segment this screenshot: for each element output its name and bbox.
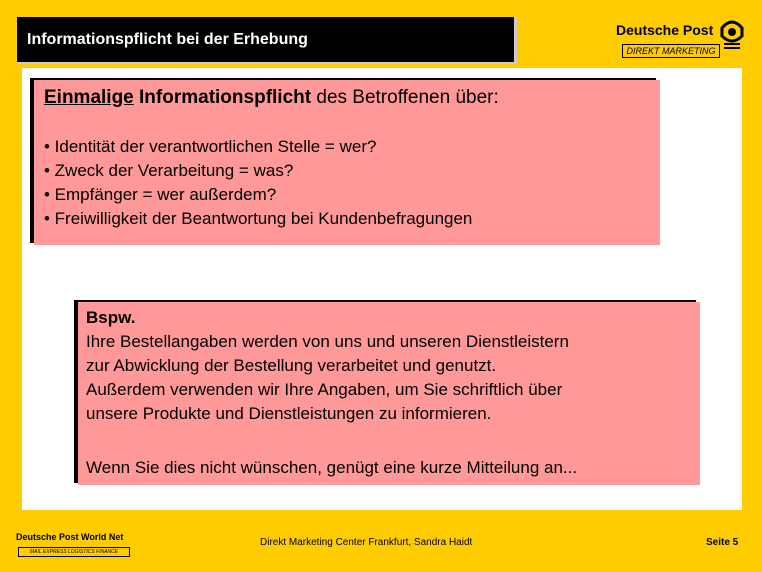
heading-underlined: Einmalige — [44, 87, 134, 108]
example-line: Ihre Bestellangaben werden von uns und unseren Dienstleistern — [86, 332, 569, 351]
example-text — [86, 306, 696, 426]
footer-author: Direkt Marketing Center Frankfurt, Sandra Haidt — [260, 537, 473, 548]
logo-sub-text: DIREKT MARKETING — [622, 44, 720, 58]
example-line: Außerdem verwenden wir Ihre Angaben, um Sie schriftlich über — [86, 380, 563, 399]
footer-logo-sub: MAIL EXPRESS LOGISTICS FINANCE — [18, 547, 130, 557]
info-duty-list — [44, 135, 472, 231]
footer-logo — [16, 524, 146, 560]
list-item: • Zweck der Verarbeitung = was? — [44, 161, 294, 180]
info-duty-box — [34, 80, 660, 245]
info-duty-heading — [44, 86, 499, 110]
example-last-line: Wenn Sie dies nicht wünschen, genügt eine kurze Mitteilung an... — [86, 458, 578, 477]
list-item: • Identität der verantwortlichen Stelle = wer? — [44, 137, 377, 156]
deutsche-post-logo — [600, 14, 750, 64]
footer-logo-brand: Deutsche Post World Net — [16, 532, 124, 542]
logo-brand-text: Deutsche Post — [616, 22, 714, 38]
list-item: • Empfänger = wer außerdem? — [44, 185, 277, 204]
page-number: Seite 5 — [706, 537, 739, 548]
slide-title-text: Informationspflicht bei der Erhebung — [27, 31, 308, 48]
heading-bold: Informationspflicht — [139, 87, 312, 108]
example-line: unsere Produkte und Dienstleistungen zu informieren. — [86, 404, 492, 423]
example-line: zur Abwicklung der Bestellung verarbeitet und genutzt. — [86, 356, 497, 375]
post-horn-icon — [718, 18, 746, 52]
heading-rest: des Betroffenen über: — [316, 87, 499, 108]
list-item: • Freiwilligkeit der Beantwortung bei Kundenbefragungen — [44, 209, 473, 228]
example-box — [78, 302, 700, 485]
slide-title — [17, 17, 517, 64]
example-label: Bspw. — [86, 308, 136, 327]
